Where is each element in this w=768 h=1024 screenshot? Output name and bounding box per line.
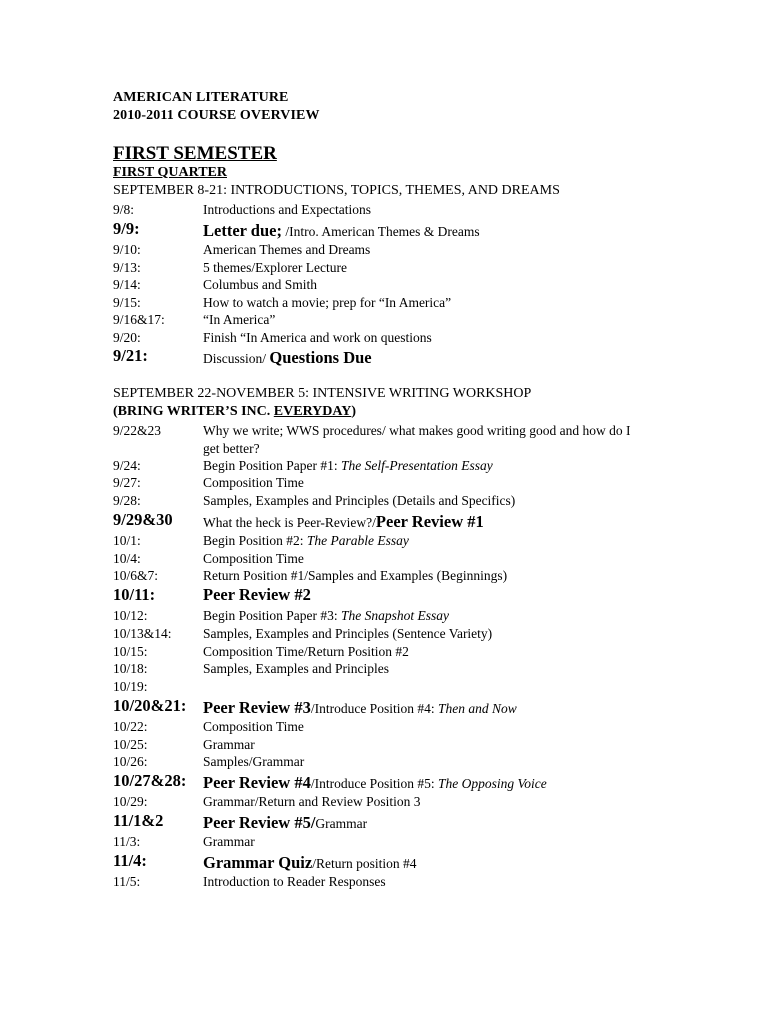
- row-plain-text: /Introduce Position #4:: [310, 701, 438, 716]
- course-subtitle: 2010-2011 COURSE OVERVIEW: [113, 108, 320, 123]
- row-text: [203, 774, 643, 793]
- row-plain-text: /Intro. American Themes & Dreams: [281, 224, 480, 239]
- row-date: 10/4:: [113, 551, 141, 566]
- row-text: Grammar: [203, 737, 255, 752]
- row-text: Finish “In America and work on questions: [203, 330, 432, 345]
- row-date: 10/25:: [113, 737, 148, 752]
- row-plain-text: Begin Position Paper #3:: [203, 608, 341, 623]
- row-date: 10/20&21:: [113, 696, 187, 715]
- row-date: 9/13:: [113, 260, 141, 275]
- row-date: 9/21:: [113, 346, 148, 365]
- row-text: Samples, Examples and Principles (Details and Specifics): [203, 493, 516, 508]
- row-date: 11/3:: [113, 834, 141, 849]
- row-text: Introductions and Expectations: [203, 202, 371, 217]
- quarter-heading: FIRST QUARTER: [113, 165, 227, 180]
- row-text: Composition Time: [203, 475, 304, 490]
- row-text: “In America”: [203, 312, 276, 327]
- course-title: AMERICAN LITERATURE: [113, 90, 289, 105]
- row-date: 11/4:: [113, 851, 147, 870]
- row-text: [203, 349, 643, 368]
- row-date: 10/27&28:: [113, 771, 187, 790]
- row-plain-text: Begin Position #2:: [203, 533, 307, 548]
- row-plain-text: What the heck is Peer-Review?/: [203, 515, 376, 530]
- row-bold-text: Peer Review #1: [375, 512, 484, 531]
- row-text: [203, 457, 643, 475]
- row-bold-text: Letter due;: [203, 221, 282, 240]
- row-plain-text: Begin Position Paper #1:: [203, 458, 341, 473]
- row-date: 9/8:: [113, 202, 135, 217]
- row-text: Samples, Examples and Principles: [203, 661, 389, 676]
- row-text: Composition Time: [203, 719, 304, 734]
- row-bold-text: Peer Review #3: [203, 698, 311, 717]
- row-text: [203, 532, 643, 550]
- row-text: Why we write; WWS procedures/ what makes good writing good and how do I get better?: [203, 423, 631, 456]
- row-italic-text: The Self-Presentation Essay: [341, 458, 493, 473]
- row-text: American Themes and Dreams: [203, 242, 371, 257]
- row-text: [203, 814, 643, 833]
- row-text: [203, 513, 643, 532]
- row-italic-text: The Snapshot Essay: [341, 608, 449, 623]
- row-text: Grammar/Return and Review Position 3: [203, 794, 421, 809]
- row-plain-text: /Return position #4: [312, 856, 417, 871]
- row-date: 10/22:: [113, 719, 148, 734]
- row-text: Composition Time: [203, 551, 304, 566]
- row-text: Samples/Grammar: [203, 754, 305, 769]
- row-date: 9/29&30: [113, 510, 173, 529]
- subheading-suffix: ): [351, 404, 357, 419]
- row-date: 9/15:: [113, 295, 141, 310]
- unit2-heading: SEPTEMBER 22-NOVEMBER 5: INTENSIVE WRITING WORKSHOP: [113, 386, 532, 401]
- subheading-underlined: EVERYDAY: [273, 404, 352, 419]
- row-text: [203, 699, 643, 718]
- unit2-subheading: [113, 404, 356, 420]
- row-date: 9/24:: [113, 458, 141, 473]
- semester-heading: FIRST SEMESTER: [113, 143, 277, 164]
- row-date: 10/6&7:: [113, 568, 159, 583]
- row-plain-text: Discussion/: [203, 351, 270, 366]
- row-bold-text: Grammar Quiz: [203, 853, 313, 872]
- row-italic-text: The Opposing Voice: [437, 776, 547, 791]
- row-bold-text: Questions Due: [269, 348, 372, 367]
- row-date: 10/12:: [113, 608, 148, 623]
- row-date: 10/15:: [113, 644, 148, 659]
- row-date: 10/18:: [113, 661, 148, 676]
- row-date: 9/27:: [113, 475, 141, 490]
- row-text: Introduction to Reader Responses: [203, 874, 386, 889]
- row-date: 9/14:: [113, 277, 141, 292]
- unit1-heading: SEPTEMBER 8-21: INTRODUCTIONS, TOPICS, THEMES, AND DREAMS: [113, 183, 560, 198]
- row-bold-text: Peer Review #5/: [203, 813, 316, 832]
- row-text: 5 themes/Explorer Lecture: [203, 260, 347, 275]
- subheading-prefix: (BRING WRITER’S INC.: [113, 404, 274, 419]
- row-date: 11/1&2: [113, 811, 164, 830]
- row-date: 9/28:: [113, 493, 141, 508]
- row-text: How to watch a movie; prep for “In America”: [203, 295, 452, 310]
- row-text: [203, 222, 643, 241]
- row-date: 9/20:: [113, 330, 141, 345]
- row-text: Return Position #1/Samples and Examples (Beginnings): [203, 568, 508, 583]
- row-text: [203, 607, 643, 625]
- row-text: [203, 854, 643, 873]
- row-text: Composition Time/Return Position #2: [203, 644, 409, 659]
- row-italic-text: Then and Now: [437, 701, 517, 716]
- row-date: 10/13&14:: [113, 626, 172, 641]
- row-date: 10/29:: [113, 794, 148, 809]
- row-date: 9/16&17:: [113, 312, 165, 327]
- row-text: Samples, Examples and Principles (Sentence Variety): [203, 626, 493, 641]
- row-bold-text: Peer Review #4: [203, 773, 311, 792]
- row-bold-text: Peer Review #2: [203, 585, 311, 604]
- row-italic-text: The Parable Essay: [306, 533, 409, 548]
- row-date: 10/11:: [113, 585, 156, 604]
- row-date: 9/22&23: [113, 423, 162, 438]
- row-plain-text: /Introduce Position #5:: [310, 776, 438, 791]
- row-date: 10/1:: [113, 533, 141, 548]
- row-date: 9/9:: [113, 219, 140, 238]
- row-text: Grammar: [203, 834, 255, 849]
- row-date: 11/5:: [113, 874, 141, 889]
- row-date: 10/19:: [113, 679, 148, 694]
- row-date: 10/26:: [113, 754, 148, 769]
- row-date: 9/10:: [113, 242, 141, 257]
- row-text: Columbus and Smith: [203, 277, 318, 292]
- row-plain-text: Grammar: [315, 816, 368, 831]
